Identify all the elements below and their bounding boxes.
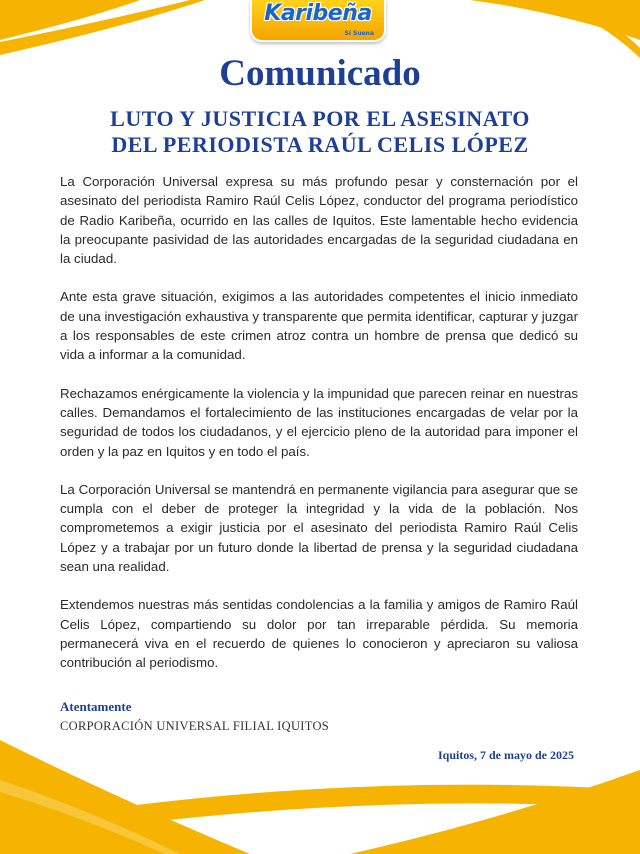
statement-body	[60, 172, 578, 692]
headline-line-2: DEL PERIODISTA RAÚL CELIS LÓPEZ	[111, 132, 529, 157]
logo-wordmark: Karibeña	[264, 1, 372, 26]
signing-organization: CORPORACIÓN UNIVERSAL FILIAL IQUITOS	[60, 719, 330, 733]
document-date: Iquitos, 7 de mayo de 2025	[437, 748, 574, 762]
headline	[40, 106, 600, 158]
page-title: Comunicado	[219, 53, 421, 94]
paragraph-4: La Corporación Universal se mantendrá en permanente vigilancia para asegurar que se cumpla con el deber de proteger la integridad y la vida de la población. Nos comprometemos a exigir justicia por el asesinato del periodista Ramiro Raúl Celis López y a trabajar por un futuro donde la libertad de prensa y la seguridad ciudadana sean una realidad.	[60, 481, 578, 575]
paragraph-3: Rechazamos enérgicamente la violencia y la impunidad que parecen reinar en nuestras calles. Demandamos el fortalecimiento de las instituciones encargadas de velar por la seguridad de todos los ciudadanos, y el ejercicio pleno de la autoridad para imponer el orden y la paz en Iquitos y en todo el país.	[60, 385, 578, 459]
logo-tagline: Sí Suena	[344, 30, 374, 37]
paragraph-5: Extendemos nuestras más sentidas condolencias a la familia y amigos de Ramiro Raúl Celis López, compartiendo su dolor por tan irreparable pérdida. Su memoria permanecerá viva en el recuerdo de quienes lo conocieron y apreciaron su valiosa contribución al periodismo.	[60, 597, 578, 671]
closing-salutation: Atentamente	[60, 699, 132, 714]
paragraph-1: La Corporación Universal expresa su más profundo pesar y consternación por el asesinato del periodista Ramiro Raúl Celis López, conductor del programa periodístico de Radio Karibeña, ocurrido en las calles de Iquitos. Este lamentable hecho evidencia la preocupante pasividad de las autoridades encargadas de la seguridad ciudadana en la ciudad.	[60, 174, 578, 267]
headline-line-1: LUTO Y JUSTICIA POR EL ASESINATO	[110, 106, 530, 131]
paragraph-2: Ante esta grave situación, exigimos a las autoridades competentes el inicio inmediato de una investigación exhaustiva y transparente que permita identificar, capturar y juzgar a los responsables de este crimen atroz contra un hombre de prensa que dedicó su vida a informar a la comunidad.	[60, 289, 578, 363]
karibena-logo-icon	[250, 0, 386, 42]
